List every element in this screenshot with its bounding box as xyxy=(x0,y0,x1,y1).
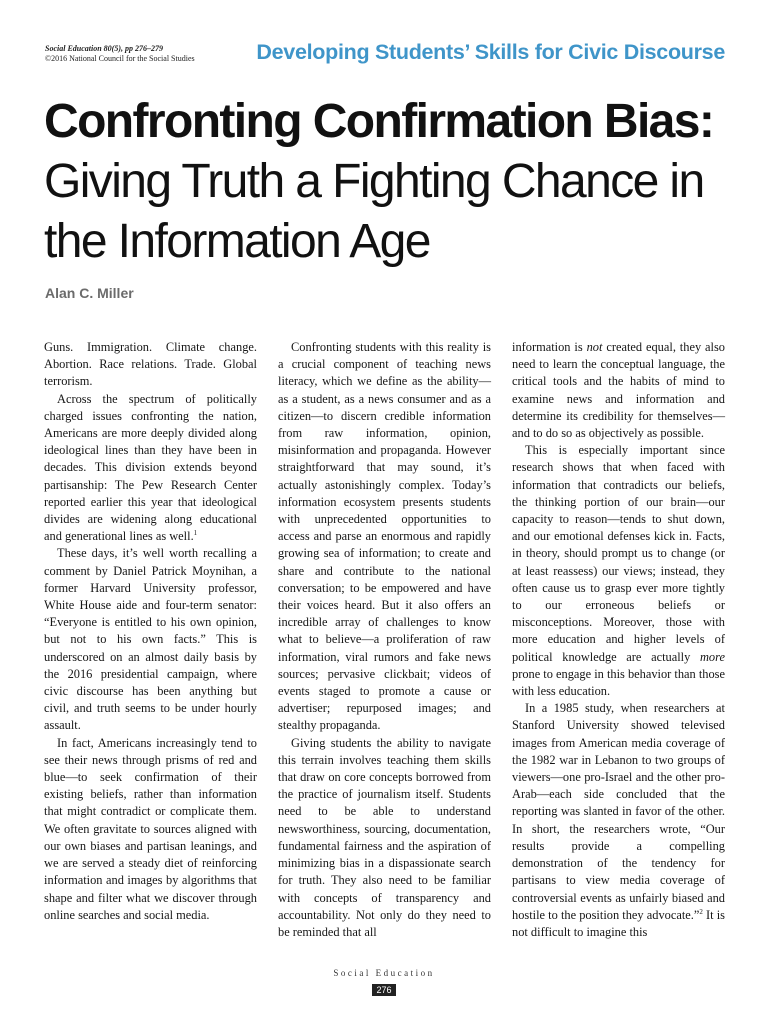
headline-regular: Giving Truth a Fighting Chance in the Information Age xyxy=(44,155,704,268)
paragraph: Guns. Immigration. Climate change. Abortion. Race relations. Trade. Global terrorism. xyxy=(44,340,257,389)
footnote-ref: 1 xyxy=(193,529,198,538)
column-1 xyxy=(44,339,257,924)
emphasis: more xyxy=(699,649,725,664)
headline-bold: Confronting Confirmation Bias: xyxy=(44,95,714,148)
journal-name: Social Education xyxy=(333,968,435,978)
paragraph: information is not created equal, they also need to learn the conceptual language, the critical tools and the habits of mind to examine news and information and determine its credibility for themselves—and to do so as objectively as possible. xyxy=(512,340,725,441)
citation: Social Education 80(5), pp 276–279 xyxy=(45,44,164,53)
author-byline: Alan C. Miller xyxy=(45,285,134,301)
article-headline xyxy=(44,92,744,272)
paragraph: These days, it’s well worth recalling a comment by Daniel Patrick Moynihan, a former Harvard University professor, White House aide and four-term senator: “Everyone is entitled to his own opinion, but not to his own facts.” This is underscored on an almost daily basis by the 2016 presidential campaign, where civic discourse has been anything but civil, and truth seems to be under hourly assault. xyxy=(44,546,257,733)
page-number: 276 xyxy=(372,984,396,996)
copyright: ©2016 National Council for the Social Studies xyxy=(45,54,195,63)
masthead xyxy=(45,44,195,64)
column-3 xyxy=(512,339,725,941)
paragraph: Confronting students with this reality is a crucial component of teaching news literacy, which we define as the ability—as a student, as a news consumer and as a citizen—to discern credible information from raw information, opinion, misinformation and propaganda. However straightforward that may sound, it’s actually astonishingly complex. Today’s information ecosystem presents students with unprecedented opportunities to access and parse an enormous and rapidly growing sea of information; to create and share and contribute to the national conversation; to be empowered and have their voices heard. But it also offers an incredible array of challenges to know what to believe—a proliferation of raw information, viral rumors and fake news sources; pervasive clickbait; videos of events staged to promote a cause or advertiser; repurposed images; and stealthy propaganda. xyxy=(278,340,491,733)
series-title: Developing Students’ Skills for Civic Discourse xyxy=(256,40,725,64)
column-2 xyxy=(278,339,491,941)
paragraph: In fact, Americans increasingly tend to see their news through prisms of red and blue—to seek confirmation of their existing beliefs, rather than information that might contradict or complicate them. We often gravitate to sources aligned with our own biases and partisan leanings, and we are served a steady diet of reinforcing information and images by algorithms that shape and filter what we discover through online searches and social media. xyxy=(44,735,257,922)
paragraph: This is especially important since research shows that when faced with information that contradicts our beliefs, the thinking portion of our brain—our capacity to reason—tends to shut down, and our emotional defenses kick in. Facts, in theory, should prompt us to change (or at least reassess) our views; instead, they often cause us to grasp ever more tightly to our erroneous beliefs or misconceptions. Moreover, those with more education and higher levels of political knowledge are actually more prone to engage in this behavior than those with less education. xyxy=(512,443,725,699)
paragraph: Across the spectrum of politically charged issues confronting the nation, Americans are more deeply divided along ideological lines than they have been in decades. This division extends beyond partisanship: The Pew Research Center reported earlier this year that ideological divides are widening along educational and generational lines as well.$^1$ xyxy=(44,391,257,544)
paragraph: Giving students the ability to navigate this terrain involves teaching them skills that draw on core concepts borrowed from the practice of journalism itself. Students need to be able to understand newsworthiness, sourcing, documentation, fundamental fairness and the aspiration of minimizing bias in a dispassionate search for truth. They also need to be familiar with concepts of transparency and accountability. Not only do they need to be reminded that all xyxy=(278,735,491,939)
footnote-ref: 2 xyxy=(699,907,703,916)
paragraph: In a 1985 study, when researchers at Stanford University showed televised images from American media coverage of the 1982 war in Lebanon to two groups of viewers—one pro-Israel and the other pro-Arab—each side concluded that the reporting was slanted in favor of the other. In short, the researchers wrote, “Our results provide a compelling demonstration of the tendency for partisans to view media coverage of controversial events as unfairly biased and hostile to the position they advocate.”$^2$ It is not difficult to imagine this xyxy=(512,701,725,939)
emphasis: not xyxy=(586,340,603,354)
